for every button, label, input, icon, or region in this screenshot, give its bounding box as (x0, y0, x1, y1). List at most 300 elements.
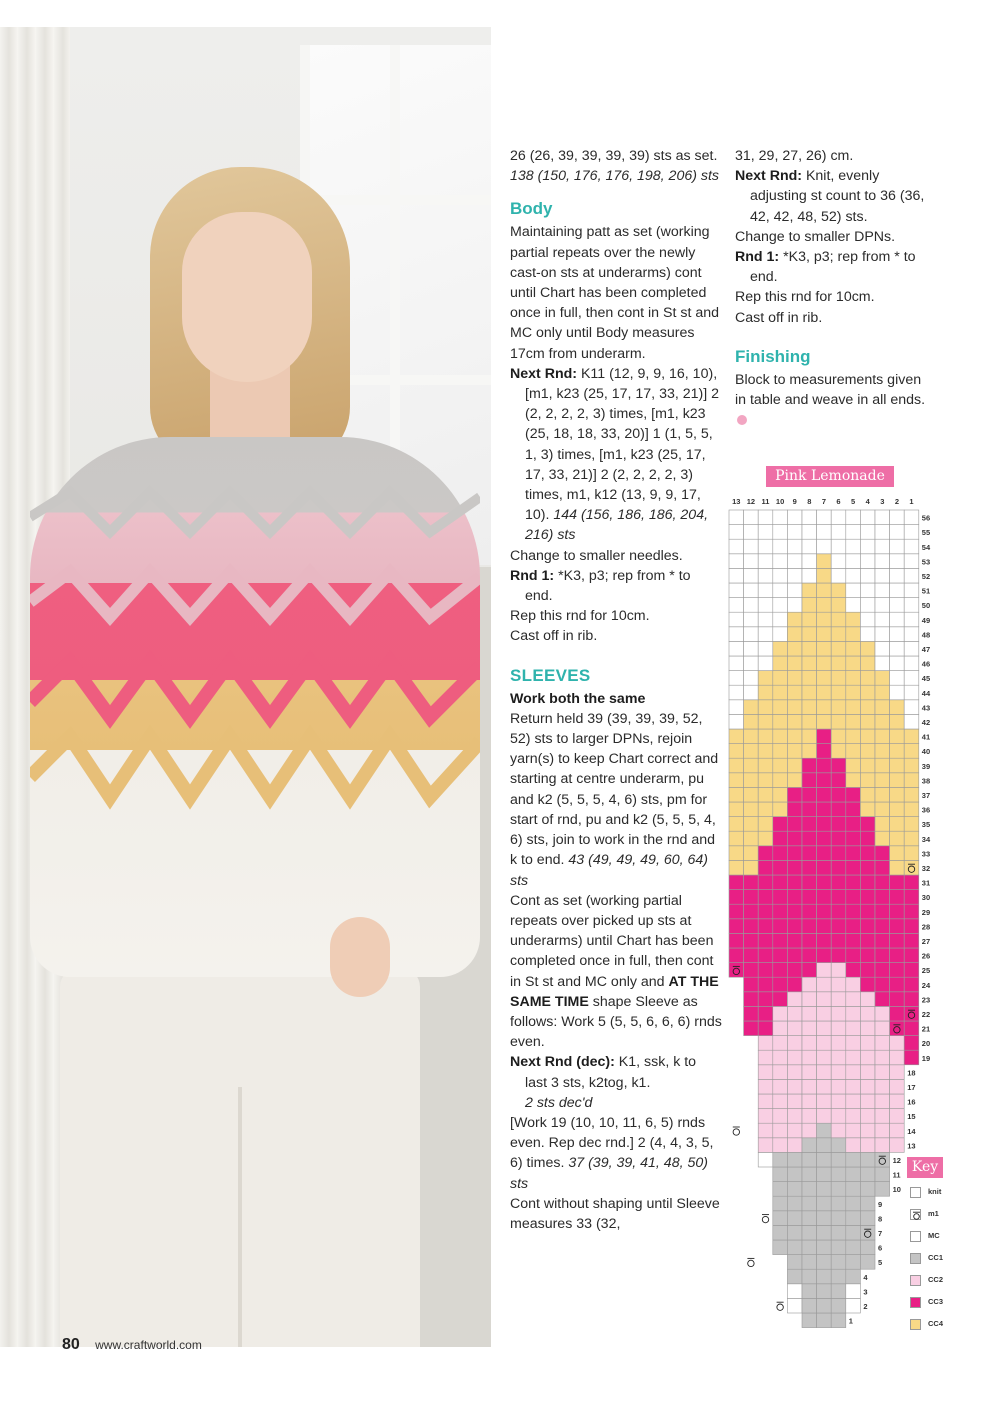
chart-cell (729, 890, 744, 905)
chart-cell (831, 700, 846, 715)
chart-title: Pink Lemonade (766, 466, 894, 487)
chart-cell (831, 627, 846, 642)
chart-cell (846, 568, 861, 583)
chart-cell (802, 817, 817, 832)
chart-cell (758, 612, 773, 627)
chart-cell (758, 1036, 773, 1051)
chart-cell (831, 948, 846, 963)
yarn-ball-icon (737, 415, 747, 425)
chart-cell (802, 627, 817, 642)
chart-cell (904, 729, 919, 744)
chart-cell (875, 992, 890, 1007)
chart-cell (904, 744, 919, 759)
chart-cell (860, 714, 875, 729)
chart-column-number: 2 (894, 497, 899, 506)
chart-cell (773, 1138, 788, 1153)
chart-cell (860, 933, 875, 948)
chart-cell (773, 700, 788, 715)
chart-cell (860, 904, 875, 919)
chart-cell (904, 817, 919, 832)
chart-row-number: 12 (892, 1156, 901, 1165)
chart-cell (802, 700, 817, 715)
chart-cell (831, 773, 846, 788)
chart-row-number: 20 (921, 1039, 931, 1049)
chart-row-number: 14 (907, 1126, 916, 1136)
chart-cell (773, 1050, 788, 1065)
chart-row-number: 56 (921, 513, 931, 523)
chart-cell (729, 904, 744, 919)
chart-cell (890, 890, 905, 905)
change-dpns-text: Change to smaller DPNs. (735, 228, 896, 245)
chart-cell (758, 510, 773, 525)
chart-cell (773, 1094, 788, 1109)
chart-cell (846, 831, 861, 846)
chart-cell (773, 1021, 788, 1036)
chart-cell (817, 1006, 832, 1021)
chart-cell (817, 510, 832, 525)
chart-cell (831, 598, 846, 613)
chart-cell (787, 1123, 802, 1138)
chart-cell (831, 744, 846, 759)
chart-cell (802, 1036, 817, 1051)
chart-cell (787, 1211, 802, 1226)
chart-cell (817, 539, 832, 554)
colorwork-chart (724, 490, 934, 1335)
chart-cell (890, 919, 905, 934)
chart-cell (787, 554, 802, 569)
chart-cell (846, 963, 861, 978)
chart-cell (758, 598, 773, 613)
chart-row-number: 54 (921, 542, 931, 552)
chart-cell (802, 919, 817, 934)
chart-cell (860, 831, 875, 846)
chart-cell (846, 627, 861, 642)
dec-rnd-instruction: Next Rnd (dec): K1, ssk, k to last 3 sts, k2tog, k1. 2 sts dec'd (510, 1054, 697, 1111)
chart-cell (744, 948, 759, 963)
chart-cell (817, 773, 832, 788)
chart-cell (904, 641, 919, 656)
chart-cell (729, 568, 744, 583)
chart-cell (802, 1313, 817, 1328)
chart-cell (846, 1167, 861, 1182)
chart-cell (729, 539, 744, 554)
chart-cell (846, 1079, 861, 1094)
chart-cell (904, 1036, 919, 1051)
chart-cell (831, 671, 846, 686)
key-swatch (910, 1275, 921, 1286)
chart-cell (758, 758, 773, 773)
chart-cell (773, 1079, 788, 1094)
chart-cell (904, 700, 919, 715)
chart-cell (860, 1021, 875, 1036)
chart-cell (802, 685, 817, 700)
chart-cell (744, 671, 759, 686)
chart-cell (787, 1138, 802, 1153)
chart-cell (875, 1138, 890, 1153)
chart-cell (758, 860, 773, 875)
chart-cell (831, 963, 846, 978)
chart-cell (817, 656, 832, 671)
chart-cell (802, 802, 817, 817)
chart-cell (890, 744, 905, 759)
chart-cell (904, 714, 919, 729)
cont-text: 31, 29, 27, 26) cm. (735, 148, 854, 164)
chart-cell (817, 1094, 832, 1109)
chart-cell (875, 773, 890, 788)
chart-cell (729, 875, 744, 890)
chart-cell (904, 554, 919, 569)
chart-row-number: 29 (921, 907, 931, 917)
chart-cell (758, 977, 773, 992)
chart-cell (831, 875, 846, 890)
chart-cell (817, 992, 832, 1007)
chart-cell (773, 1167, 788, 1182)
chart-cell (787, 714, 802, 729)
chart-cell (729, 831, 744, 846)
chart-cell (729, 641, 744, 656)
chart-cell (875, 1123, 890, 1138)
chart-row-number: 41 (921, 732, 931, 742)
chart-cell (846, 890, 861, 905)
window-mullion (310, 195, 491, 205)
chart-cell (758, 1050, 773, 1065)
chart-cell (846, 1255, 861, 1270)
chart-column-number: 11 (761, 497, 770, 506)
chart-cell (817, 1182, 832, 1197)
chart-cell (817, 758, 832, 773)
chart-cell (773, 1109, 788, 1124)
chart-cell (758, 744, 773, 759)
chart-cell (831, 1298, 846, 1313)
chart-cell (831, 1006, 846, 1021)
chart-cell (860, 598, 875, 613)
chart-cell (831, 1167, 846, 1182)
chart-cell (802, 612, 817, 627)
chart-cell (831, 568, 846, 583)
chart-cell (860, 1006, 875, 1021)
chart-cell (817, 1152, 832, 1167)
chart-cell (773, 1036, 788, 1051)
chart-cell (802, 904, 817, 919)
chart-cell (875, 1109, 890, 1124)
chart-cell (831, 817, 846, 832)
chart-cell (758, 817, 773, 832)
chart-cell (860, 700, 875, 715)
chart-cell (817, 846, 832, 861)
chart-cell (875, 758, 890, 773)
chart-cell (860, 802, 875, 817)
chart-row-number: 31 (921, 878, 931, 888)
chart-cell (802, 1269, 817, 1284)
chart-cell (802, 598, 817, 613)
chart-cell (875, 700, 890, 715)
chart-cell (875, 554, 890, 569)
chart-cell (846, 525, 861, 540)
chart-cell (758, 787, 773, 802)
chart-cell (758, 1021, 773, 1036)
chart-cell (802, 1050, 817, 1065)
chart-cell (773, 671, 788, 686)
chart-cell (846, 729, 861, 744)
m1-symbol-icon (762, 1215, 769, 1223)
chart-cell (831, 1109, 846, 1124)
chart-cell (831, 539, 846, 554)
chart-cell (787, 817, 802, 832)
chart-cell (890, 1094, 905, 1109)
chart-cell (846, 685, 861, 700)
chart-row-number: 28 (921, 922, 931, 932)
chart-cell (729, 510, 744, 525)
chart-cell (904, 963, 919, 978)
chart-cell (773, 904, 788, 919)
chart-cell (904, 802, 919, 817)
body-paragraph: Maintaining patt as set (working partial repeats over the newly cast-on sts at underarms) cont until Chart has been completed once in full, then cont in St st and MC only until Body measures 17cm from underarm. (510, 224, 720, 362)
chart-cell (875, 714, 890, 729)
chart-cell (846, 773, 861, 788)
chart-cell (729, 714, 744, 729)
chart-cell (802, 510, 817, 525)
chart-cell (787, 787, 802, 802)
chart-cell (729, 744, 744, 759)
chart-cell (904, 773, 919, 788)
key-swatch (910, 1319, 921, 1330)
chart-cell (831, 802, 846, 817)
chart-cell (904, 671, 919, 686)
chart-cell (846, 1211, 861, 1226)
chart-cell (744, 831, 759, 846)
chart-row-number: 15 (907, 1112, 916, 1122)
chart-cell (744, 744, 759, 759)
chart-cell (860, 568, 875, 583)
chart-cell (860, 641, 875, 656)
chart-column-number: 12 (746, 497, 756, 506)
chart-cell (904, 977, 919, 992)
chart-cell (860, 554, 875, 569)
chart-cell (787, 977, 802, 992)
chart-cell (890, 977, 905, 992)
chart-column-number: 3 (880, 497, 885, 506)
chart-cell (802, 1123, 817, 1138)
chart-cell (773, 875, 788, 890)
chart-cell (773, 860, 788, 875)
chart-cell (875, 525, 890, 540)
chart-cell (904, 890, 919, 905)
chart-cell (729, 627, 744, 642)
chart-cell (758, 568, 773, 583)
chart-row-number: 18 (907, 1068, 916, 1078)
chart-cell (817, 831, 832, 846)
key-label: CC3 (928, 1297, 944, 1306)
chart-cell (802, 1006, 817, 1021)
finishing-heading: Finishing (735, 346, 811, 366)
intro-text: 26 (26, 39, 39, 39, 39) sts as set. (510, 148, 718, 164)
chart-cell (773, 1123, 788, 1138)
chart-cell (817, 919, 832, 934)
chart-cell (773, 890, 788, 905)
chart-cell (875, 977, 890, 992)
chart-cell (787, 758, 802, 773)
chart-cell (890, 1050, 905, 1065)
chart-cell (860, 525, 875, 540)
chart-cell (890, 773, 905, 788)
key-item (910, 1230, 970, 1252)
chart-cell (846, 1123, 861, 1138)
chart-cell (890, 714, 905, 729)
chart-row-number: 17 (907, 1083, 916, 1092)
chart-cell (758, 583, 773, 598)
chart-column-number: 13 (732, 497, 741, 506)
chart-cell (875, 802, 890, 817)
chart-cell (875, 744, 890, 759)
chart-cell (860, 671, 875, 686)
chart-cell (875, 671, 890, 686)
chart-cell (831, 758, 846, 773)
chart-cell (846, 714, 861, 729)
chart-row-number: 25 (921, 966, 931, 976)
chart-cell (802, 1196, 817, 1211)
chart-cell (846, 1225, 861, 1240)
chart-cell (729, 933, 744, 948)
stitch-count: 138 (150, 176, 176, 198, 206) sts (510, 168, 720, 185)
chart-cell (831, 1079, 846, 1094)
chart-cell (744, 802, 759, 817)
chart-cell (904, 612, 919, 627)
chart-cell (758, 714, 773, 729)
chart-cell (831, 714, 846, 729)
chart-cell (787, 919, 802, 934)
chart-row-number: 27 (921, 937, 931, 946)
chart-cell (831, 1225, 846, 1240)
chart-cell (890, 992, 905, 1007)
chart-cell (744, 977, 759, 992)
chart-row-number: 10 (892, 1185, 901, 1195)
chart-cell (846, 612, 861, 627)
chart-cell (860, 773, 875, 788)
chart-cell (831, 525, 846, 540)
chart-cell (846, 656, 861, 671)
key-item (910, 1274, 970, 1296)
chart-cell (787, 539, 802, 554)
chart-cell (831, 977, 846, 992)
chart-row-number: 16 (907, 1097, 916, 1107)
chart-cell (802, 1211, 817, 1226)
chart-cell (846, 1021, 861, 1036)
chart-cell (773, 1065, 788, 1080)
chart-cell (787, 612, 802, 627)
chart-cell (860, 1240, 875, 1255)
chart-cell (729, 671, 744, 686)
chart-cell (817, 1109, 832, 1124)
chart-cell (831, 933, 846, 948)
chart-cell (860, 1079, 875, 1094)
chart-cell (787, 598, 802, 613)
chart-cell (860, 758, 875, 773)
chart-cell (860, 1167, 875, 1182)
next-rnd-instruction: Next Rnd: Knit, evenly adjusting st count to 36 (36, 42, 42, 48, 52) sts. (735, 168, 925, 225)
chart-cell (831, 1240, 846, 1255)
chart-cell (890, 568, 905, 583)
chart-cell (758, 963, 773, 978)
change-needles-text: Change to smaller needles. (510, 547, 683, 564)
chart-cell (744, 583, 759, 598)
chart-cell (729, 758, 744, 773)
chart-cell (773, 817, 788, 832)
chart-row-number: 22 (921, 1010, 931, 1019)
chart-cell (904, 919, 919, 934)
chart-cell (831, 729, 846, 744)
chart-cell (817, 598, 832, 613)
chart-cell (890, 846, 905, 861)
chart-cell (787, 1036, 802, 1051)
chart-cell (758, 904, 773, 919)
chart-cell (890, 510, 905, 525)
chart-cell (744, 817, 759, 832)
next-rnd-instruction: Next Rnd: K11 (12, 9, 9, 16, 10), [m1, k23 (25, 17, 17, 33, 21)] 2 (2, 2, 2, 2, 3) times, [m1, k23 (25, 18, 18, 33, 20)] 1 (1, 5, 5, 1, 3) times, [m1, k23 (25, 17, 17, 33, 21)] 2 (2, 2, 2, 2, 3) times, m1, k12 (13, 9, 9, 17, 10). 144 (156, 186, 186, 204, 216) sts (510, 365, 720, 544)
chart-cell (817, 1021, 832, 1036)
chart-row-number: 44 (921, 688, 931, 698)
chart-cell (817, 1211, 832, 1226)
chart-cell (817, 627, 832, 642)
chart-cell (817, 977, 832, 992)
chart-cell (802, 729, 817, 744)
chart-cell (744, 656, 759, 671)
chart-cell (729, 729, 744, 744)
chart-cell (846, 744, 861, 759)
chart-cell (890, 963, 905, 978)
chart-cell (904, 992, 919, 1007)
chart-cell (904, 656, 919, 671)
chart-cell (817, 671, 832, 686)
chart-cell (875, 933, 890, 948)
chart-row-number: 1 (848, 1316, 853, 1326)
chart-row-number: 52 (921, 572, 931, 581)
chart-cell (773, 583, 788, 598)
chart-cell (802, 977, 817, 992)
chart-cell (758, 831, 773, 846)
chart-cell (817, 525, 832, 540)
chart-cell (787, 890, 802, 905)
chart-cell (787, 1298, 802, 1313)
chart-cell (787, 685, 802, 700)
chart-cell (758, 671, 773, 686)
chart-cell (787, 1182, 802, 1197)
chart-cell (890, 904, 905, 919)
chart-cell (817, 1123, 832, 1138)
cast-off-text: Cast off in rib. (735, 309, 823, 326)
chart-cell (802, 671, 817, 686)
chart-row-number: 46 (921, 659, 931, 669)
chart-cell (875, 1050, 890, 1065)
chart-cell (787, 1050, 802, 1065)
chart-cell (875, 685, 890, 700)
chart-cell (904, 598, 919, 613)
chart-cell (787, 1079, 802, 1094)
sweater-photo (0, 27, 491, 1347)
chart-cell (773, 568, 788, 583)
chart-cell (787, 963, 802, 978)
chart-cell (773, 831, 788, 846)
chart-cell (817, 948, 832, 963)
chart-cell (729, 860, 744, 875)
chart-cell (890, 656, 905, 671)
sweater-zigzag-pattern (30, 437, 480, 977)
chart-cell (860, 1123, 875, 1138)
chart-cell (817, 729, 832, 744)
chart-cell (773, 948, 788, 963)
chart-cell (802, 933, 817, 948)
chart-cell (831, 1094, 846, 1109)
chart-cell (787, 1167, 802, 1182)
